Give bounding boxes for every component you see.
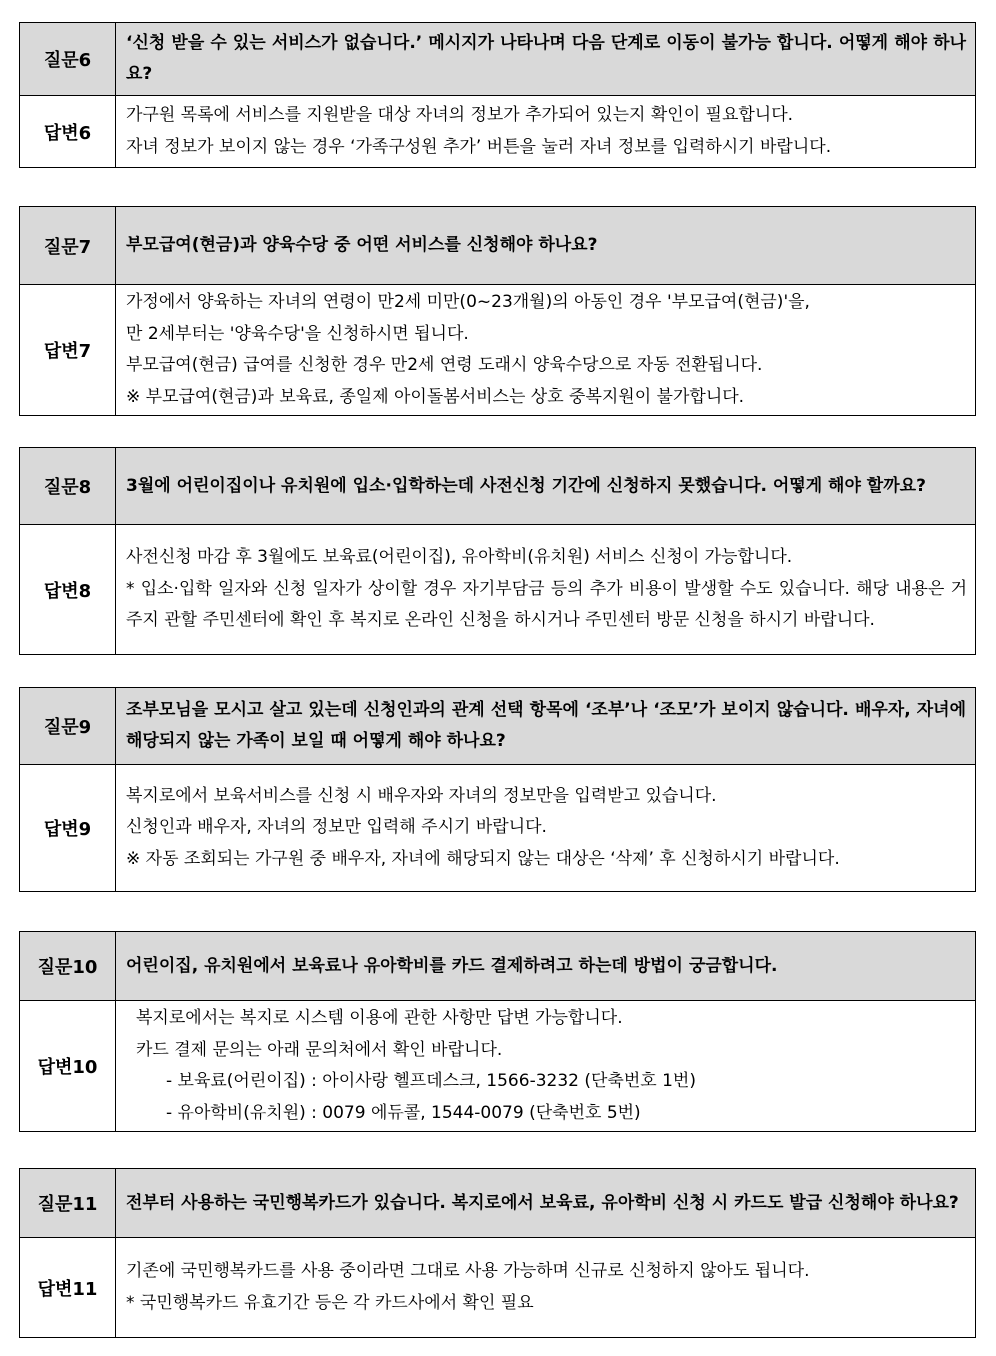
- answer-line: 기존에 국민행복카드를 사용 중이라면 그대로 사용 가능하며 신규로 신청하지 않아도 됩니다.: [126, 1261, 810, 1281]
- answer-line: - 보육료(어린이집) : 아이사랑 헬프데스크, 1566-3232 (단축번호 1번): [166, 1071, 696, 1091]
- answer-line: ※ 부모급여(현금)과 보육료, 종일제 아이돌봄서비스는 상호 중복지원이 불가합니다.: [126, 386, 745, 407]
- answer-line: 신청인과 배우자, 자녀의 정보만 입력해 주시기 바랍니다.: [126, 817, 547, 838]
- answer-label: 답변9: [20, 765, 116, 892]
- question-label: 질문11: [20, 1169, 116, 1238]
- answer-text: [116, 525, 976, 655]
- faq-table-6: [19, 22, 976, 168]
- answer-line: 사전신청 마감 후 3월에도 보육료(어린이집), 유아학비(유치원) 서비스 신청이 가능합니다.: [126, 547, 793, 568]
- question-label: 질문6: [20, 23, 116, 96]
- question-text: 3월에 어린이집이나 유치원에 입소·입학하는데 사전신청 기간에 신청하지 못했습니다. 어떻게 해야 할까요?: [116, 448, 976, 525]
- answer-line: 복지로에서 보육서비스를 신청 시 배우자와 자녀의 정보만을 입력받고 있습니다.: [126, 785, 717, 806]
- answer-label: 답변8: [20, 525, 116, 655]
- answer-line: 카드 결제 문의는 아래 문의처에서 확인 바랍니다.: [136, 1039, 503, 1060]
- answer-line: 가구원 목록에 서비스를 지원받을 대상 자녀의 정보가 추가되어 있는지 확인이 필요합니다.: [126, 105, 794, 125]
- question-text: 어린이집, 유치원에서 보육료나 유아학비를 카드 결제하려고 하는데 방법이 궁금합니다.: [116, 932, 976, 1001]
- answer-line: 만 2세부터는 '양육수당'을 신청하시면 됩니다.: [126, 323, 469, 344]
- answer-label: 답변10: [20, 1001, 116, 1132]
- question-text: 조부모님을 모시고 살고 있는데 신청인과의 관계 선택 항목에 ‘조부’나 ‘조모’가 보이지 않습니다. 배우자, 자녀에 해당되지 않는 가족이 보일 때 어떻게 해야 하나요?: [116, 688, 976, 765]
- answer-line: 복지로에서는 복지로 시스템 이용에 관한 사항만 답변 가능합니다.: [136, 1008, 623, 1028]
- question-label: 질문7: [20, 207, 116, 285]
- faq-table-10: [19, 931, 976, 1132]
- answer-text: [116, 1001, 976, 1132]
- answer-line: 부모급여(현금) 급여를 신청한 경우 만2세 연령 도래시 양육수당으로 자동 전환됩니다.: [126, 355, 763, 375]
- faq-table-11: [19, 1168, 976, 1338]
- faq-table-9: [19, 687, 976, 892]
- faq-table-8: [19, 447, 976, 655]
- faq-table-7: [19, 206, 976, 416]
- question-label: 질문10: [20, 932, 116, 1001]
- answer-label: 답변11: [20, 1238, 116, 1338]
- answer-line: - 유아학비(유치원) : 0079 에듀콜, 1544-0079 (단축번호 5번): [166, 1102, 641, 1123]
- question-label: 질문9: [20, 688, 116, 765]
- question-text: 부모급여(현금)과 양육수당 중 어떤 서비스를 신청해야 하나요?: [116, 207, 976, 285]
- answer-label: 답변7: [20, 285, 116, 416]
- answer-text: [116, 765, 976, 892]
- answer-label: 답변6: [20, 96, 116, 168]
- answer-text: [116, 1238, 976, 1338]
- question-label: 질문8: [20, 448, 116, 525]
- answer-text: [116, 96, 976, 168]
- answer-paragraph: * 입소·입학 일자와 신청 일자가 상이할 경우 자기부담금 등의 추가 비용이 발생할 수도 있습니다. 해당 내용은 거주지 관할 주민센터에 확인 후 복지로 온라인 신청을 하시거나 주민센터 방문 신청을 하시기 바랍니다.: [126, 578, 967, 631]
- answer-line: 가정에서 양육하는 자녀의 연령이 만2세 미만(0~23개월)의 아동인 경우 '부모급여(현금)'을,: [126, 292, 810, 312]
- answer-line: 자녀 정보가 보이지 않는 경우 ‘가족구성원 추가’ 버튼을 눌러 자녀 정보를 입력하시기 바랍니다.: [126, 136, 832, 157]
- question-text: 전부터 사용하는 국민행복카드가 있습니다. 복지로에서 보육료, 유아학비 신청 시 카드도 발급 신청해야 하나요?: [116, 1169, 976, 1238]
- answer-line: * 국민행복카드 유효기간 등은 각 카드사에서 확인 필요: [126, 1292, 534, 1313]
- answer-line: ※ 자동 조회되는 가구원 중 배우자, 자녀에 해당되지 않는 대상은 ‘삭제’ 후 신청하시기 바랍니다.: [126, 848, 840, 869]
- answer-text: [116, 285, 976, 416]
- question-text: ‘신청 받을 수 있는 서비스가 없습니다.’ 메시지가 나타나며 다음 단계로 이동이 불가능 합니다. 어떻게 해야 하나요?: [116, 23, 976, 96]
